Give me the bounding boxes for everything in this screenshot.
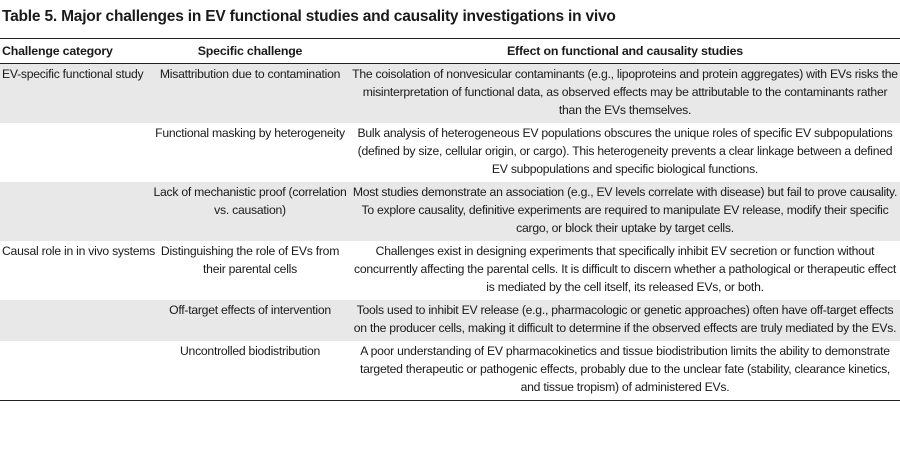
effect-cell: A poor understanding of EV pharmacokinetics and tissue biodistribution limits the ability to demonstrate targeted therapeutic or pathogenic effects, probably due to the unclear fate (stability, clearance kinetics, and tissue tropism) of administered EVs. (359, 344, 891, 394)
challenges-table (0, 38, 900, 401)
effect-cell: Most studies demonstrate an association (e.g., EV levels correlate with disease) but fail to prove causality. To explore causality, definitive experiments are required to manipulate EV release, modify their specific cargo, or block their uptake by target cells. (352, 185, 898, 235)
category-cell (0, 300, 150, 341)
category-cell (0, 182, 150, 241)
category-cell (0, 341, 150, 401)
category-cell: EV-specific functional study (2, 67, 144, 81)
specific-challenge-cell: Misattribution due to contamination (159, 67, 341, 81)
table-row (0, 182, 900, 241)
header-effect: Effect on functional and causality studies (506, 44, 743, 58)
effect-cell: Bulk analysis of heterogeneous EV populations obscures the unique roles of specific EV subpopulations (defined by size, cellular origin, or cargo). This heterogeneity prevents a clear linkage between a defined EV subpopulations and specific biological functions. (357, 126, 893, 176)
specific-challenge-cell: Off-target effects of intervention (169, 303, 331, 317)
header-specific-challenge: Specific challenge (197, 44, 303, 58)
specific-challenge-cell: Uncontrolled biodistribution (179, 344, 320, 358)
effect-cell: Tools used to inhibit EV release (e.g., pharmacologic or genetic approaches) often have off-target effects on the producer cells, making it difficult to determine if the observed effects are truly mediated by the EVs. (353, 303, 897, 335)
specific-challenge-cell: Lack of mechanistic proof (correlation vs. causation) (153, 185, 347, 217)
effect-cell: Challenges exist in designing experiments that specifically inhibit EV secretion or function without concurrently affecting the parental cells. It is difficult to discern whether a pathological or therapeutic effect is mediated by the cell itself, its released EVs, or both. (354, 244, 896, 294)
specific-challenge-cell: Functional masking by heterogeneity (155, 126, 345, 140)
effect-cell: The coisolation of nonvesicular contaminants (e.g., lipoproteins and protein aggregates) with EVs risks the misinterpretation of functional data, as observed effects may be attributable to the contaminants rather than the EVs themselves. (352, 67, 898, 117)
table-header-row (0, 39, 900, 64)
table-title: Table 5. Major challenges in EV functional studies and causality investigations in vivo (2, 8, 616, 25)
table-row (0, 241, 900, 300)
table-row (0, 300, 900, 341)
category-cell (0, 123, 150, 182)
table-row (0, 64, 900, 124)
header-challenge-category: Challenge category (2, 44, 113, 58)
specific-challenge-cell: Distinguishing the role of EVs from their parental cells (160, 244, 340, 276)
category-cell: Causal role in in vivo systems (2, 244, 156, 258)
table-row (0, 341, 900, 401)
table-row (0, 123, 900, 182)
